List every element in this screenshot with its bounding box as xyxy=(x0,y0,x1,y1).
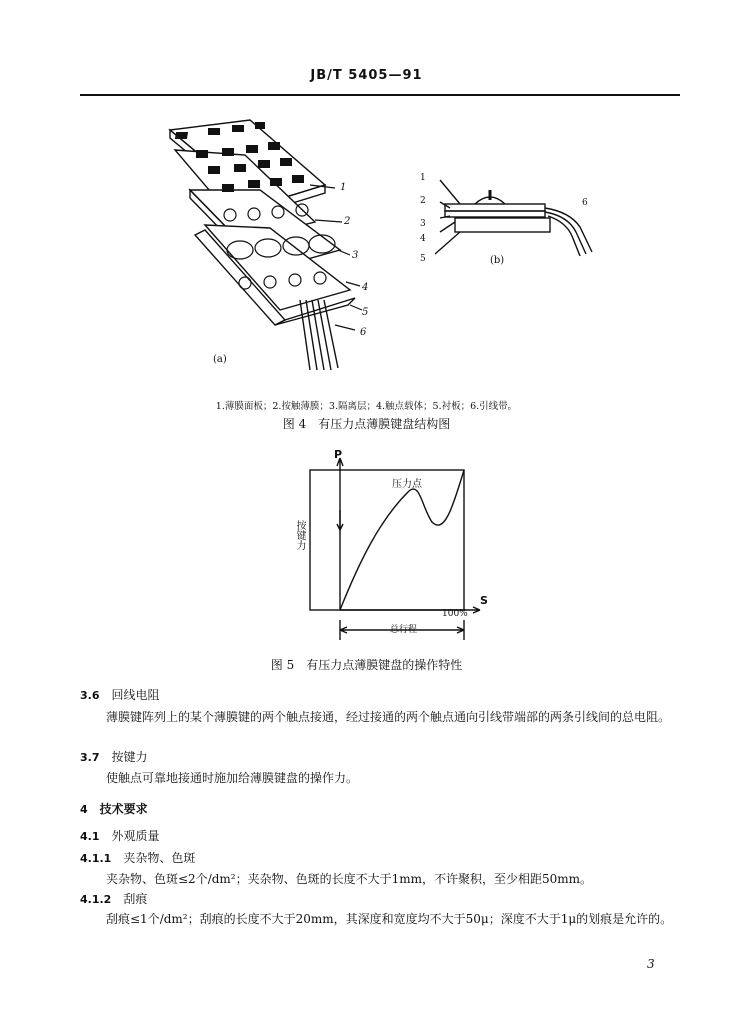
figure-4-caption: 图 4 有压力点薄膜键盘结构图 xyxy=(282,417,451,431)
section-title: 技术要求 xyxy=(99,802,148,816)
callout-a-2: 2 xyxy=(344,216,351,227)
callout-b-1: 1 xyxy=(420,173,426,183)
section-number: 4.1.1 xyxy=(80,852,112,865)
axis-p-label: P xyxy=(334,448,343,461)
section-4-1-heading xyxy=(80,827,160,844)
figure-5-caption: 图 5 有压力点薄膜键盘的操作特性 xyxy=(270,658,463,672)
callout-a-3: 3 xyxy=(352,250,359,261)
section-title: 按键力 xyxy=(111,750,148,764)
section-4-1-1-text: 夹杂物、色斑≤2个/dm²；夹杂物、色斑的长度不大于1mm，不许聚积，至少相距50mm。 xyxy=(106,872,593,886)
callout-b-6: 6 xyxy=(582,198,588,208)
section-3-6-text: 薄膜键阵列上的某个薄膜键的两个触点接通，经过接通的两个触点通向引线带端部的两条引线间的总电阻。 xyxy=(106,710,671,724)
section-title: 夹杂物、色斑 xyxy=(123,851,196,865)
figure-4a-exploded-view xyxy=(150,110,390,380)
section-3-6-heading xyxy=(80,686,160,703)
document-code-header: JB/T 5405—91 xyxy=(310,68,423,83)
section-title: 回线电阻 xyxy=(111,688,160,702)
section-title: 刮痕 xyxy=(123,892,148,906)
hundred-percent-label: 100% xyxy=(442,609,468,619)
total-travel-label: 总行程 xyxy=(390,625,418,635)
callout-b-3: 3 xyxy=(420,219,426,229)
section-4-heading xyxy=(80,800,148,817)
figure-4b-cross-section xyxy=(420,172,600,262)
axis-s-label: S xyxy=(480,594,488,607)
section-number: 4.1 xyxy=(80,830,100,843)
callout-a-6: 6 xyxy=(360,327,367,338)
force-curve xyxy=(340,470,464,610)
section-4-1-2-text: 刮痕≤1个/dm²；刮痕的长度不大于20mm，其深度和宽度均不大于50μ；深度不大于1μ的划痕是允许的。 xyxy=(106,912,673,926)
figure-4b-label: (b) xyxy=(490,255,505,266)
section-3-7-heading xyxy=(80,748,148,765)
callout-a-4: 4 xyxy=(362,282,369,293)
callout-a-1: 1 xyxy=(340,182,347,193)
section-title: 外观质量 xyxy=(111,829,160,843)
section-number: 3.6 xyxy=(80,689,100,702)
pressure-point-label: 压力点 xyxy=(392,479,422,490)
force-axis-label: 按键力 xyxy=(294,520,305,550)
callout-b-5: 5 xyxy=(420,254,426,264)
callout-a-5: 5 xyxy=(362,307,369,318)
section-4-1-2-heading xyxy=(80,890,147,907)
figure-4-legend: 1.薄膜面板；2.按触薄膜；3.隔离层；4.触点载体；5.衬板；6.引线带。 xyxy=(215,401,518,412)
page-number: 3 xyxy=(647,957,655,971)
section-number: 4 xyxy=(80,803,88,816)
callout-b-4: 4 xyxy=(420,234,426,244)
section-number: 3.7 xyxy=(80,751,100,764)
figure-4a-label: (a) xyxy=(213,354,227,365)
section-number: 4.1.2 xyxy=(80,893,112,906)
header-rule xyxy=(80,94,680,96)
callout-b-2: 2 xyxy=(420,196,426,206)
section-4-1-1-heading xyxy=(80,849,195,866)
section-3-7-text: 使触点可靠地接通时施加给薄膜键盘的操作力。 xyxy=(106,771,359,785)
